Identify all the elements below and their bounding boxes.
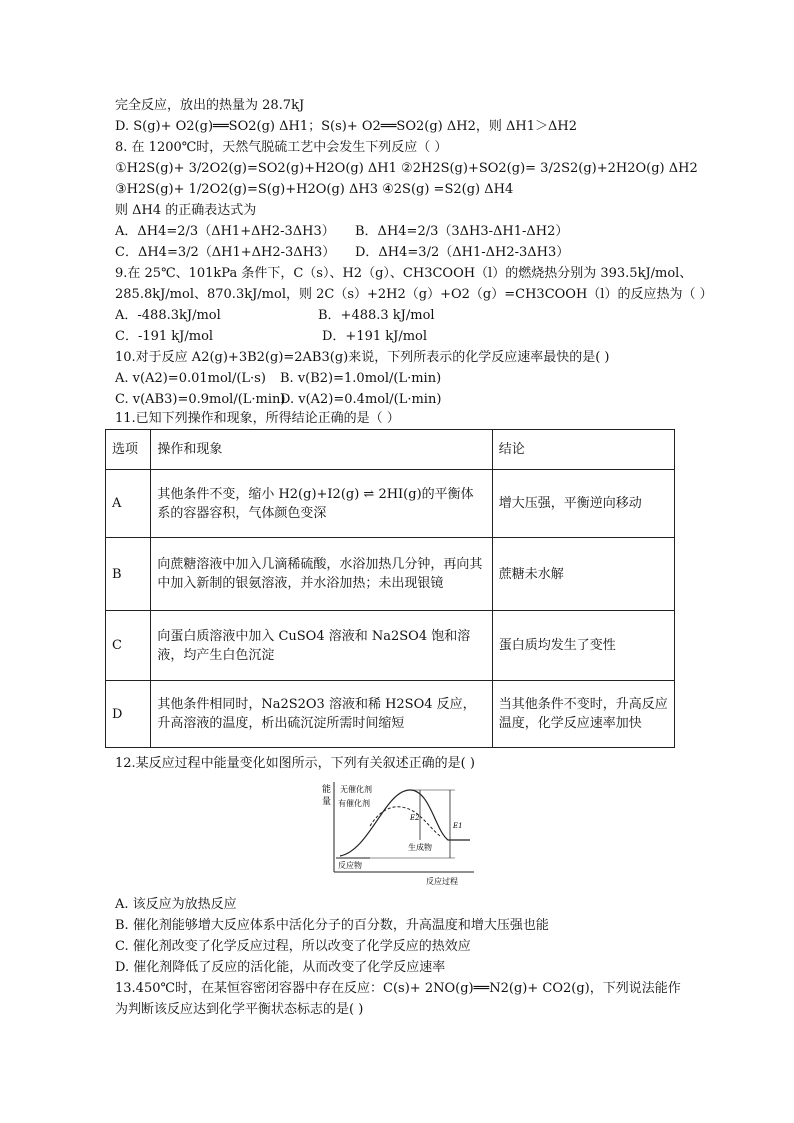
- label-no-catalyst: 无催化剂: [340, 785, 372, 794]
- table-cell-option: C: [106, 611, 151, 681]
- table-header-cell: 选项: [106, 430, 151, 470]
- q10-option-a: A. v(A2)=0.01mol/(L·s): [115, 371, 266, 386]
- table-cell-option: B: [106, 538, 151, 611]
- table-cell-operation: 向蛋白质溶液中加入 CuSO4 溶液和 Na2SO4 饱和溶液，均产生白色沉淀: [151, 611, 492, 681]
- q10-option-c: C. v(AB3)=0.9mol/(L·min): [115, 392, 286, 407]
- q8-option-a: A．ΔH4=2/3（ΔH1+ΔH2-3ΔH3）: [115, 224, 335, 239]
- text-line: 完全反应，放出的热量为 28.7kJ: [115, 98, 305, 113]
- q10-option-d: D. v(A2)=0.4mol/(L·min): [280, 392, 442, 407]
- table-cell-operation: 其他条件不变，缩小 H2(g)+I2(g) ⇌ 2HI(g)的平衡体系的容器容积，气体颜色变深: [151, 470, 492, 538]
- q8-option-b: B．ΔH4=2/3（3ΔH3-ΔH1-ΔH2）: [355, 224, 569, 239]
- table-row: [106, 470, 675, 538]
- table-row: [106, 681, 675, 748]
- table-cell-conclusion: 蛋白质均发生了变性: [492, 611, 674, 681]
- y-axis-label-char-2: 量: [322, 797, 332, 807]
- x-axis-label: 反应过程: [426, 877, 458, 886]
- table-cell-operation: 其他条件相同时，Na2S2O3 溶液和稀 H2SO4 反应，升高溶液的温度，析出硫沉淀所需时间缩短: [151, 681, 492, 748]
- q9-option-c: C．-191 kJ/mol: [115, 329, 214, 344]
- q12-option-b: B. 催化剂能够增大反应体系中活化分子的百分数，升高温度和增大压强也能: [115, 918, 549, 933]
- table-header-cell: 结论: [492, 430, 674, 470]
- q8-reaction-row-1: ①H2S(g)+ 3/2O2(g)=SO2(g)+H2O(g) ΔH1 ②2H2S(g)+SO2(g)= 3/2S2(g)+2H2O(g) ΔH2: [115, 161, 698, 176]
- question-10: 10.对于反应 A2(g)+3B2(g)=2AB3(g)来说，下列所表示的化学反应速率最快的是( ): [115, 350, 610, 365]
- table-header-cell: 操作和现象: [151, 430, 492, 470]
- label-catalyst: 有催化剂: [338, 799, 370, 808]
- label-e1: E1: [453, 822, 463, 830]
- q9-option-b: B．+488.3 kJ/mol: [318, 308, 435, 323]
- table-row: [106, 611, 675, 681]
- table-cell-option: A: [106, 470, 151, 538]
- label-product: 生成物: [408, 843, 432, 852]
- option-d-text: D. S(g)+ O2(g)══SO2(g) ΔH1；S(s)+ O2══SO2(g) ΔH2，则 ΔH1＞ΔH2: [115, 119, 577, 134]
- q8-reaction-row-2: ③H2S(g)+ 1/2O2(g)=S(g)+H2O(g) ΔH3 ④2S(g) =S2(g) ΔH4: [115, 182, 514, 197]
- q8-option-c: C．ΔH4=3/2（ΔH1+ΔH2-3ΔH3）: [115, 245, 336, 260]
- q9-option-a: A．-488.3kJ/mol: [115, 308, 221, 323]
- label-e2: E2: [410, 814, 420, 822]
- q10-option-b: B. v(B2)=1.0mol/(L·min): [280, 371, 442, 386]
- question-9-line-2: 285.8kJ/mol、870.3kJ/mol，则 2C（s）+2H2（g）+O2（g）=CH3COOH（l）的反应热为（ ）: [115, 287, 713, 302]
- y-axis-label-char-1: 能: [322, 785, 332, 795]
- q9-option-d: D．+191 kJ/mol: [322, 329, 428, 344]
- question-8: 8. 在 1200℃时，天然气脱硫工艺中会发生下列反应（ ）: [115, 140, 448, 155]
- energy-diagram: [310, 780, 480, 888]
- question-12: 12.某反应过程中能量变化如图所示，下列有关叙述正确的是( ): [115, 756, 475, 771]
- q12-option-c: C. 催化剂改变了化学反应过程，所以改变了化学反应的热效应: [115, 939, 471, 954]
- question-13-line-1: 13.450℃时，在某恒容密闭容器中存在反应：C(s)+ 2NO(g)══N2(g)+ CO2(g)，下列说法能作: [115, 981, 681, 996]
- table-cell-operation: 向蔗糖溶液中加入几滴稀硫酸，水浴加热几分钟，再向其中加入新制的银氨溶液，并水浴加热；未出现银镜: [151, 538, 492, 611]
- question-13-line-2: 为判断该反应达到化学平衡状态标志的是( ): [115, 1002, 364, 1017]
- question-11: 11.已知下列操作和现象，所得结论正确的是（ ）: [115, 411, 400, 426]
- catalyzed-curve: [370, 807, 440, 836]
- q12-option-d: D. 催化剂降低了反应的活化能，从而改变了化学反应速率: [115, 960, 446, 975]
- table-cell-conclusion: 增大压强，平衡逆向移动: [492, 470, 674, 538]
- q8-option-d: D．ΔH4=3/2（ΔH1-ΔH2-3ΔH3）: [355, 245, 570, 260]
- table-cell-conclusion: 蔗糖未水解: [492, 538, 674, 611]
- table-header-row: [106, 430, 675, 470]
- table-row: [106, 538, 675, 611]
- q8-ask: 则 ΔH4 的正确表达式为: [115, 203, 257, 218]
- label-reactant: 反应物: [338, 861, 362, 870]
- table-cell-option: D: [106, 681, 151, 748]
- q12-option-a: A. 该反应为放热反应: [115, 897, 237, 912]
- q11-table: [105, 429, 675, 748]
- table-cell-conclusion: 当其他条件不变时，升高反应温度，化学反应速率加快: [492, 681, 674, 748]
- question-9-line-1: 9.在 25℃、101kPa 条件下，C（s）、H2（g）、CH3COOH（l）的燃烧热分别为 393.5kJ/mol、: [115, 266, 693, 281]
- y-axis-label: [322, 783, 331, 807]
